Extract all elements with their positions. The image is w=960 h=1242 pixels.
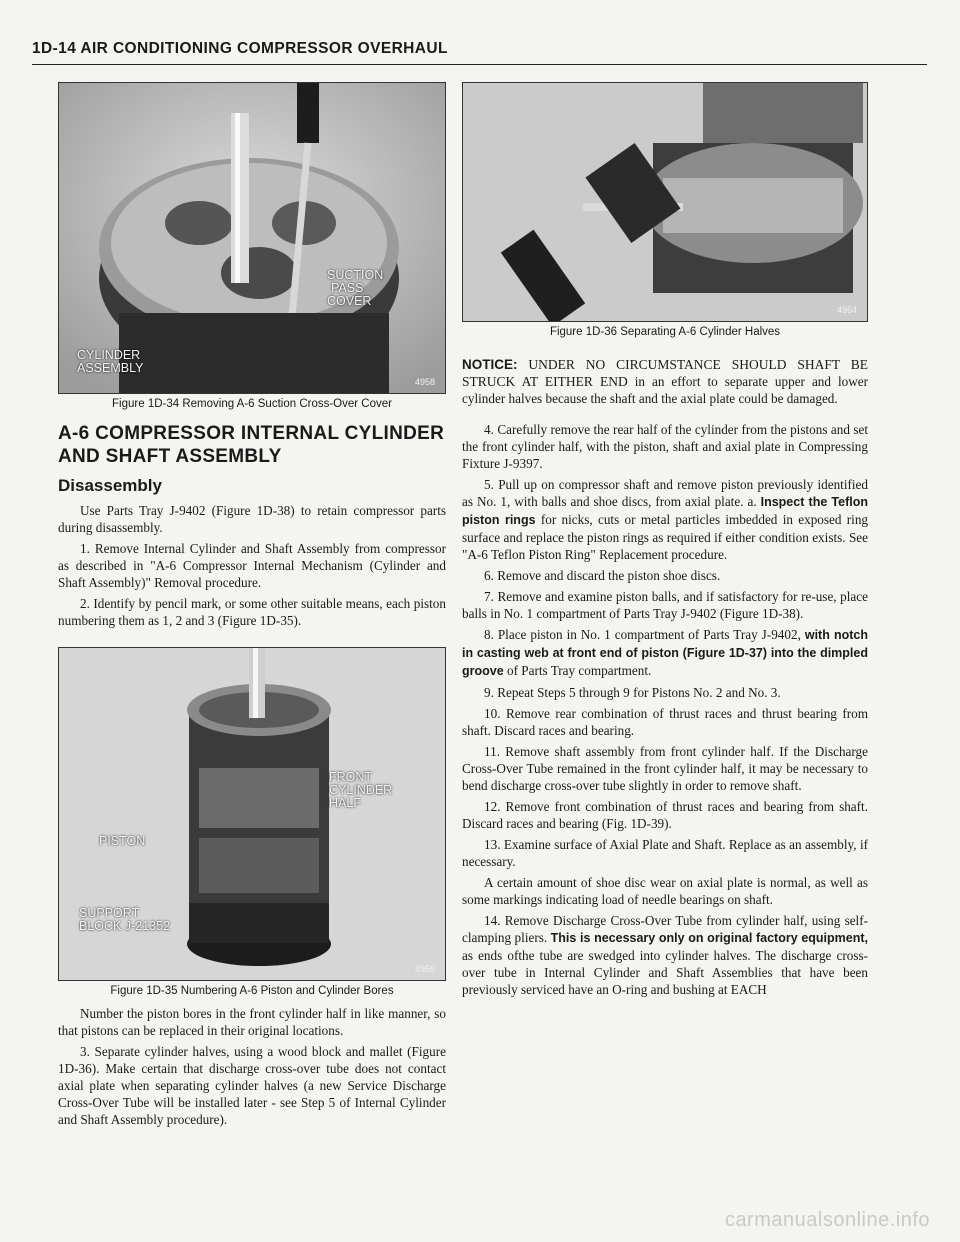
step-10: 10. Remove rear combination of thrust races and thrust bearing from shaft. Discard races and bearing. [462,706,868,738]
figure-number: 4964 [836,305,857,315]
step-5-text: 5. Pull up on compressor shaft and remove piston previously identified as No. 1, with balls and shoe discs, from axial plate. a. [462,477,868,509]
right-column [462,82,868,1002]
figure-caption: Figure 1D-36 Separating A-6 Cylinder Halves [549,326,781,338]
compressor-cylinder-photo [59,83,446,393]
step-8-rest: of Parts Tray compartment. [506,663,652,678]
step-5 [462,476,868,563]
step-3: 3. Separate cylinder halves, using a wood block and mallet (Figure 1D-36). Make certain that discharge cross-over tube does not contact axial plate when separating cylinder halves (a new Service Discharge Cross-Over Tube will be installed later - see Step 5 of Internal Cylinder and Shaft Assembly procedure). [58,1044,446,1127]
figure-1d-34-photo [58,82,446,394]
step-13: 13. Examine surface of Axial Plate and Shaft. Replace as an assembly, if necessary. [462,837,868,869]
figure-number: 4958 [414,377,435,387]
notice-label: NOTICE: [462,357,518,372]
figure-caption: Figure 1D-34 Removing A-6 Suction Cross-Over Cover [112,398,392,410]
section-heading: A-6 COMPRESSOR INTERNAL CYLINDER AND SHAFT ASSEMBLY [58,423,445,467]
label-cylinder: CYLINDER [77,348,141,362]
step-4: 4. Carefully remove the rear half of the cylinder from the pistons and set the front cylinder half, with the piston, shaft and axial plate in Compressing Fixture J-9397. [462,422,868,471]
left-column [58,82,446,1132]
label-pass: PASS [331,281,364,295]
label-support: SUPPORT [79,906,140,920]
figure-1d-36-photo [462,82,868,322]
step-7: 7. Remove and examine piston balls, and if satisfactory for re-use, place balls in No. 1 compartment of Parts Tray J-9402 (Figure 1D-38). [462,589,868,621]
mallet-separating-photo [463,83,868,321]
paragraph: Use Parts Tray J-9402 (Figure 1D-38) to retain compressor parts during disassembly. [58,503,446,535]
notice [462,356,868,407]
watermark: carmanualsonline.info [724,1209,930,1231]
figure-number: 4956 [414,964,435,974]
page-header: 1D-14 AIR CONDITIONING COMPRESSOR OVERHAUL [32,40,927,65]
subsection-heading: Disassembly [58,476,162,495]
figure-caption: Figure 1D-35 Numbering A-6 Piston and Cylinder Bores [110,985,394,997]
step-8-emphasis: with notch in casting web at front end of piston (Figure 1D-37) into the dimpled groove [462,628,868,678]
step-8 [462,626,868,680]
figure-1d-35-photo [58,647,446,981]
step-6: 6. Remove and discard the piston shoe discs. [484,568,721,583]
step-14-text: 14. Remove Discharge Cross-Over Tube from cylinder half, using self-clamping pliers. [462,913,868,945]
step-12: 12. Remove front combination of thrust races and bearing from shaft. Discard races and bearing (Fig. 1D-39). [462,799,868,831]
step-1: 1. Remove Internal Cylinder and Shaft Assembly from compressor as described in "A-6 Compressor Internal Mechanism (Cylinder and Shaft Assembly)" Removal procedure. [58,541,446,590]
label-half: HALF [329,796,361,810]
paragraph: A certain amount of shoe disc wear on axial plate is normal, as well as some markings indicating load of needle bearings on shaft. [462,875,868,907]
label-assembly: ASSEMBLY [77,361,144,375]
step-5-emphasis: Inspect the Teflon piston rings [462,495,868,527]
step-8-text: 8. Place piston in No. 1 compartment of Parts Tray J-9402, [484,627,801,642]
label-piston: PISTON [99,834,146,848]
label-block: BLOCK J-21352 [79,919,171,933]
notice-rest: in an effort to separate upper and lower cylinder halves because the shaft and the axial plate could be damaged. [462,374,869,406]
step-2: 2. Identify by pencil mark, or some other suitable means, each piston numbering them as 1, 2 and 3 (Figure 1D-35). [58,596,446,628]
step-5-rest: for nicks, cuts or metal particles imbedded in exposed ring surface and replace the piston rings as required if either condition exists. See "A-6 Teflon Piston Ring" Replacement procedure. [462,512,869,562]
label-front: FRONT [329,770,373,784]
step-9: 9. Repeat Steps 5 through 9 for Pistons No. 2 and No. 3. [484,685,781,700]
step-14-emphasis: This is necessary only on original factory equipment, [550,931,868,945]
label-cylinder: CYLINDER [329,783,393,797]
paragraph: Number the piston bores in the front cylinder half in like manner, so that pistons can be replaced in their original locations. [58,1006,446,1038]
label-suction: SUCTION [327,268,384,282]
step-14-rest: as ends ofthe tube are swedged into cylinder halves. The discharge cross-over tube in Internal Cylinder and Shaft Assemblies that have been previously serviced have an O-ring and bushing at EACH [462,948,868,997]
step-11: 11. Remove shaft assembly from front cylinder half. If the Discharge Cross-Over Tube remained in the front cylinder half, it may be necessary to bend discharge cross-over tube slightly in order to remove shaft. [462,744,868,793]
notice-caps: UNDER NO CIRCUMSTANCE SHOULD SHAFT BE STRUCK AT EITHER END [462,357,869,389]
label-cover: COVER [327,294,372,308]
step-14 [462,912,868,998]
